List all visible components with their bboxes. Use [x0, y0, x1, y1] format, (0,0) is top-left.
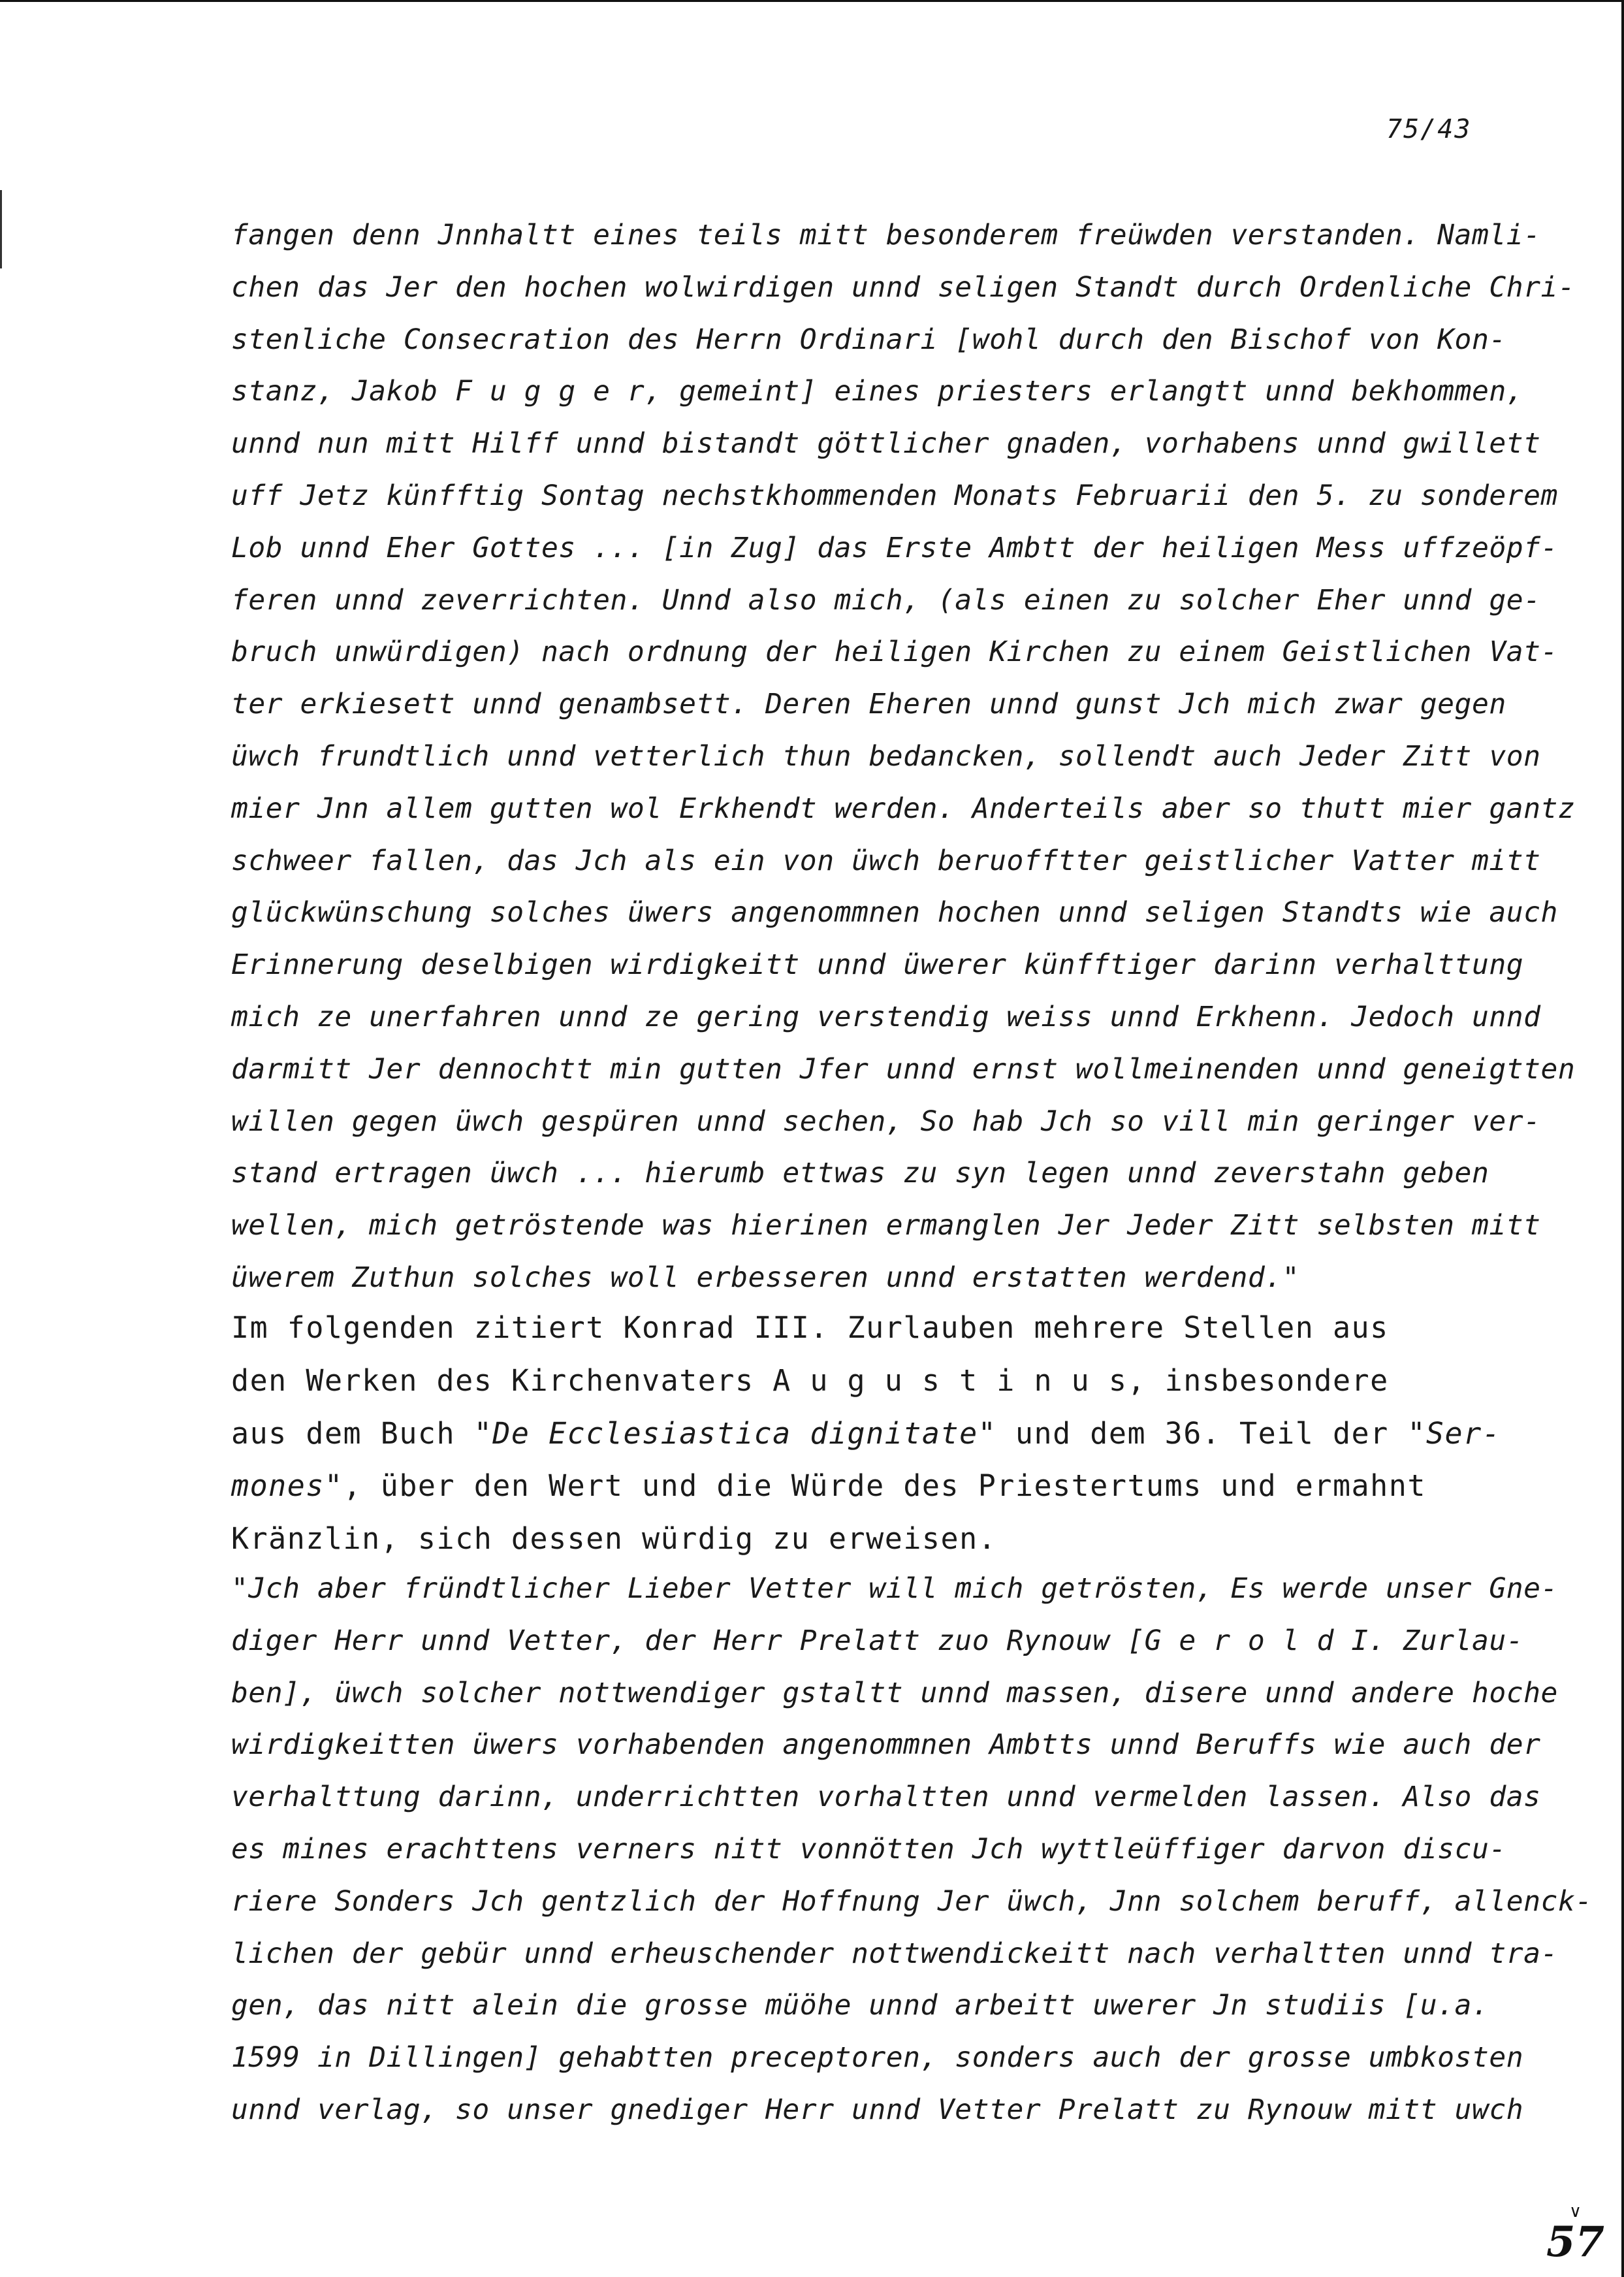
text-line: gen, das nitt alein die grosse müöhe unnd arbeitt uwerer Jn studiis [u.a.: [231, 1989, 1489, 2022]
text-line: stenliche Consecration des Herrn Ordinari [wohl durch den Bischof von Kon-: [231, 323, 1506, 356]
text-line: schweer fallen, das Jch als ein von üwch beruofftter geistlicher Vatter mitt: [231, 844, 1541, 877]
book-title: "Ser-: [1407, 1415, 1501, 1451]
text-line: stanz, Jakob F u g g e r, gemeint] eines priesters erlangtt unnd bekhommen,: [231, 375, 1524, 408]
book-title: "De Ecclesiastica dignitate": [473, 1415, 997, 1451]
text-line: verhalttung darinn, underrichtten vorhaltten unnd vermelden lassen. Also das: [231, 1781, 1541, 1814]
scan-edge-mark: [0, 190, 2, 268]
text-run: und dem 36. Teil der: [996, 1415, 1408, 1451]
text-line: 1599 in Dillingen] gehabtten preceptoren, sonders auch der grosse umbkosten: [231, 2041, 1524, 2075]
text-line: bruch unwürdigen) nach ordnung der heiligen Kirchen zu einem Geistlichen Vat-: [231, 636, 1558, 669]
text-line: wellen, mich getröstende was hierinen ermanglen Jer Jeder Zitt selbsten mitt: [231, 1209, 1541, 1242]
text-line: wirdigkeitten üwers vorhabenden angenommnen Ambtts unnd Beruffs wie auch der: [231, 1728, 1541, 1762]
text-line: unnd verlag, so unser gnediger Herr unnd Vetter Prelatt zu Rynouw mitt uwch: [231, 2093, 1524, 2126]
text-line: Im folgenden zitiert Konrad III. Zurlauben mehrere Stellen aus: [231, 1310, 1389, 1345]
text-line: mich ze unerfahren unnd ze gering verstendig weiss unnd Erkhenn. Jedoch unnd: [231, 1000, 1541, 1033]
text-line: Kränzlin, sich dessen würdig zu erweisen.: [231, 1521, 997, 1557]
text-line: üwerem Zuthun solches woll erbesseren unnd erstatten werdend.": [231, 1261, 1300, 1294]
text-line: Lob unnd Eher Gottes ... [in Zug] das Erste Ambtt der heiligen Mess uffzeöpf-: [231, 531, 1558, 564]
text-run: , über den Wert und die Würde des Priestertums und ermahnt: [343, 1468, 1426, 1504]
text-run: aus dem Buch: [231, 1415, 474, 1451]
text-line: "Jch aber fründtlicher Lieber Vetter will mich getrösten, Es werde unser Gne-: [231, 1572, 1558, 1605]
text-line: willen gegen üwch gespüren unnd sechen, So hab Jch so vill min geringer ver-: [231, 1105, 1541, 1138]
text-line: lichen der gebür unnd erheuschender nottwendickeitt nach verhaltten unnd tra-: [231, 1937, 1558, 1970]
text-line: uff Jetz künfftig Sontag nechstkhommenden Monats Februarii den 5. zu sonderem: [231, 479, 1558, 512]
page-number: 75/43: [1386, 114, 1472, 144]
text-line: üwch frundtlich unnd vetterlich thun bedancken, sollendt auch Jeder Zitt von: [231, 739, 1541, 773]
text-line: riere Sonders Jch gentzlich der Hoffnung Jer üwch, Jnn solchem beruff, allenck-: [231, 1884, 1593, 1918]
text-line: ter erkiesett unnd genambsett. Deren Eheren unnd gunst Jch mich zwar gegen: [231, 688, 1506, 721]
text-line: chen das Jer den hochen wolwirdigen unnd seligen Standt durch Ordenliche Chri-: [231, 270, 1576, 304]
text-line: ben], üwch solcher nottwendiger gstaltt unnd massen, disere unnd andere hoche: [231, 1676, 1558, 1709]
text-line: diger Herr unnd Vetter, der Herr Prelatt zuo Rynouw [G e r o l d I. Zurlau-: [231, 1624, 1524, 1657]
text-line: glückwünschung solches üwers angenommnen hochen unnd seligen Standts wie auch: [231, 896, 1558, 929]
text-line: Erinnerung deselbigen wirdigkeitt unnd üwerer künfftiger darinn verhalttung: [231, 948, 1524, 982]
text-line: feren unnd zeverrichten. Unnd also mich, (als einen zu solcher Eher unnd ge-: [231, 583, 1541, 617]
quote-block-1: [231, 210, 1576, 1304]
text-line: [231, 1460, 1537, 1513]
check-mark-icon: ∨: [1569, 2202, 1582, 2221]
quote-block-2: [231, 1563, 1593, 2137]
commentary-paragraph: [231, 1302, 1537, 1566]
text-line: mier Jnn allem gutten wol Erkhendt werden. Anderteils aber so thutt mier gantz: [231, 792, 1576, 825]
book-title: mones": [231, 1468, 343, 1504]
text-line: den Werken des Kirchenvaters A u g u s t i n u s, insbesondere: [231, 1363, 1389, 1398]
text-line: es mines erachttens verners nitt vonnötten Jch wyttleüffiger darvon discu-: [231, 1832, 1506, 1865]
text-line: [231, 1408, 1537, 1461]
text-line: unnd nun mitt Hilff unnd bistandt göttlicher gnaden, vorhabens unnd gwillett: [231, 427, 1541, 460]
text-line: fangen denn Jnnhaltt eines teils mitt besonderem freüwden verstanden. Namli-: [231, 219, 1541, 251]
handwritten-folio-number: 57: [1546, 2218, 1605, 2267]
text-line: stand ertragen üwch ... hierumb ettwas zu syn legen unnd zeverstahn geben: [231, 1157, 1489, 1190]
text-line: darmitt Jer dennochtt min gutten Jfer unnd ernst wollmeinenden unnd geneigtten: [231, 1052, 1576, 1086]
